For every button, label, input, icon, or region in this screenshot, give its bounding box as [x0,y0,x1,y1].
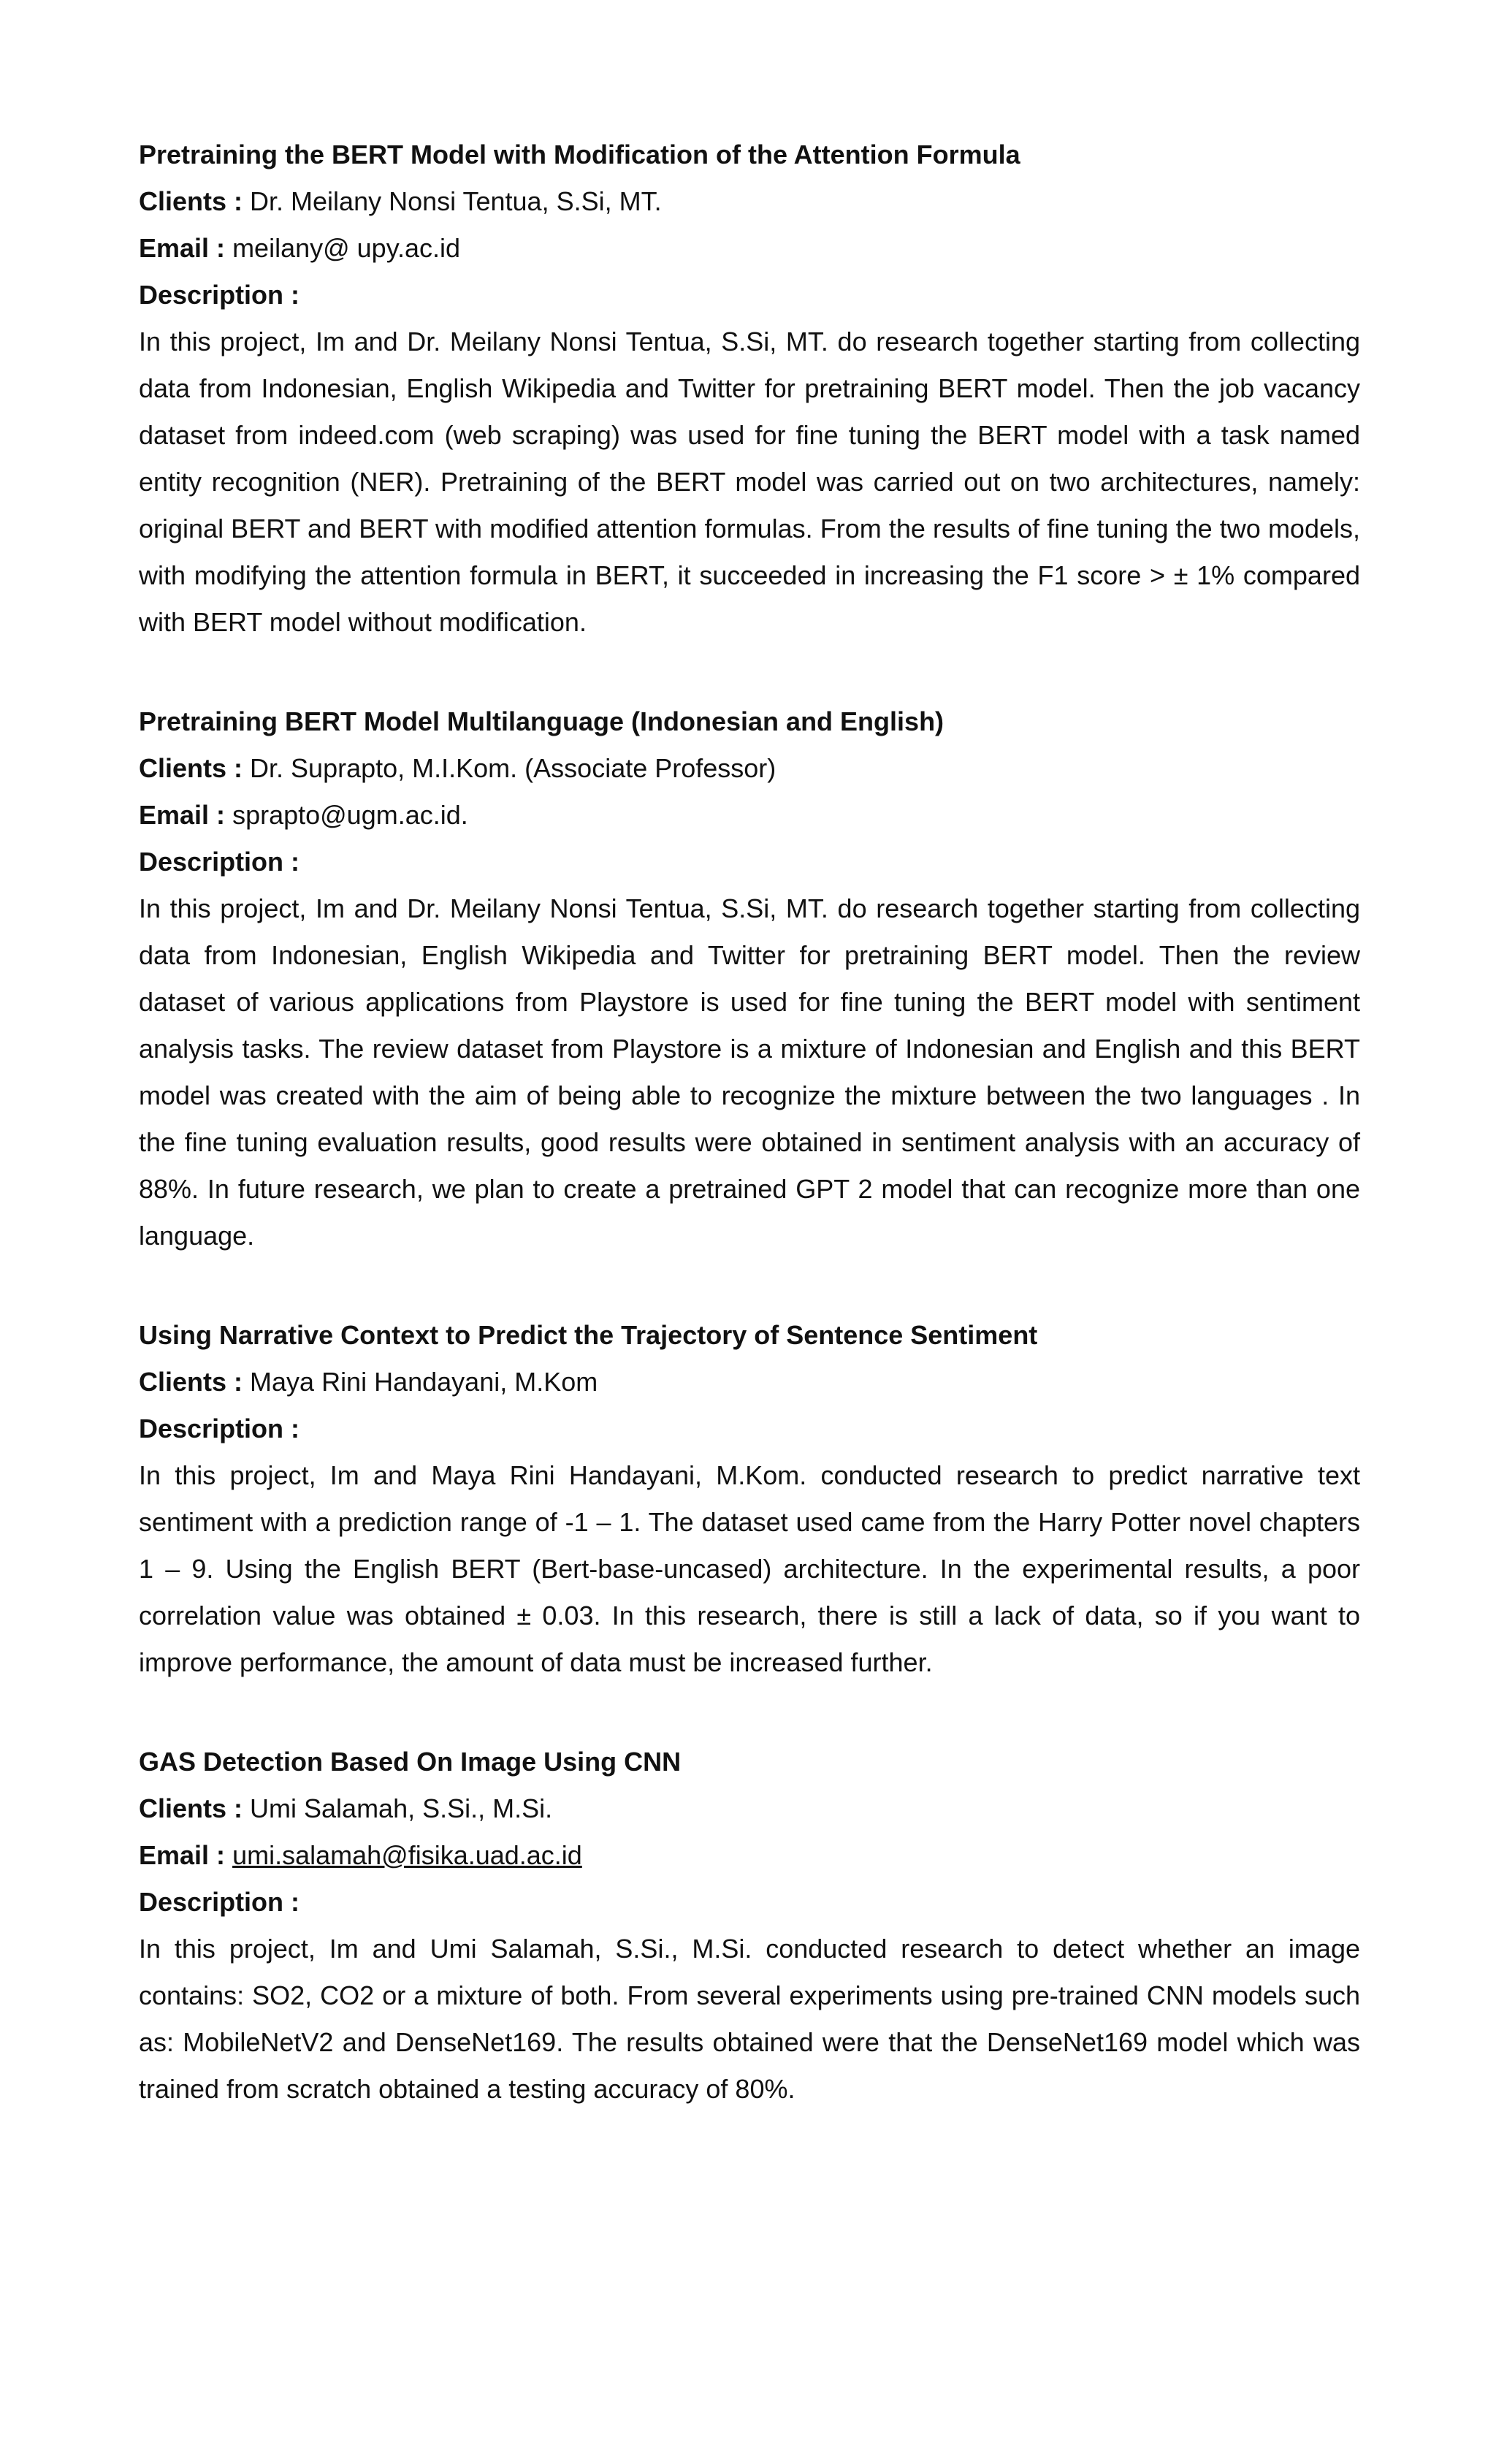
description-label: Description : [139,847,300,877]
project-title: GAS Detection Based On Image Using CNN [139,1747,682,1777]
description-text: In this project, Im and Dr. Meilany Nonsi Tentua, S.Si, MT. do research together starting from collecting data from Indonesian, English Wikipedia and Twitter for pretraining BERT model. Then the job vacancy dataset from indeed.com (web scraping) was used for fine tuning the BERT model with a task named entity recognition (NER). Pretraining of the BERT model was carried out on two architectures, namely: original BERT and BERT with modified attention formulas. From the results of fine tuning the two models, with modifying the attention formula in BERT, it succeeded in increasing the F1 score > ± 1% compared with BERT model without modification. [139,327,1360,637]
project-2 [139,698,1360,1259]
clients-line [139,1785,1360,1832]
clients-line [139,178,1360,225]
description-label: Description : [139,1414,300,1443]
project-3 [139,1312,1360,1686]
email-line [139,1832,1360,1879]
description-text: In this project, Im and Dr. Meilany Nonsi Tentua, S.Si, MT. do research together starting from collecting data from Indonesian, English Wikipedia and Twitter for pretraining BERT model. Then the review dataset of various applications from Playstore is used for fine tuning the BERT model with sentiment analysis tasks. The review dataset from Playstore is a mixture of Indonesian and English and this BERT model was created with the aim of being able to recognize the mixture between the two languages . In the fine tuning evaluation results, good results were obtained in sentiment analysis with an accuracy of 88%. In future research, we plan to create a pretrained GPT 2 model that can recognize more than one language. [139,893,1360,1251]
clients-value: Umi Salamah, S.Si., M.Si. [250,1793,553,1823]
description-text: In this project, Im and Maya Rini Handayani, M.Kom. conducted research to predict narrative text sentiment with a prediction range of -1 – 1. The dataset used came from the Harry Potter novel chapters 1 – 9. Using the English BERT (Bert-base-uncased) architecture. In the experimental results, a poor correlation value was obtained ± 0.03. In this research, there is still a lack of data, so if you want to improve performance, the amount of data must be increased further. [139,1460,1360,1677]
email-label: Email : [139,800,226,830]
document-page [139,131,1360,2165]
project-title: Using Narrative Context to Predict the Trajectory of Sentence Sentiment [139,1320,1038,1350]
email-label: Email : [139,233,226,263]
email-value: meilany@ upy.ac.id [232,233,461,263]
clients-label: Clients : [139,1793,243,1823]
email-value: sprapto@ugm.ac.id. [232,800,468,830]
email-line [139,225,1360,272]
clients-label: Clients : [139,1367,243,1397]
project-title: Pretraining the BERT Model with Modification of the Attention Formula [139,140,1020,169]
email-line [139,792,1360,839]
clients-line [139,745,1360,792]
clients-value: Maya Rini Handayani, M.Kom [250,1367,598,1397]
clients-label: Clients : [139,753,243,783]
description-label: Description : [139,1887,300,1917]
description-text: In this project, Im and Umi Salamah, S.Si., M.Si. conducted research to detect whether an image contains: SO2, CO2 or a mixture of both. From several experiments using pre-trained CNN models such as: MobileNetV2 and DenseNet169. The results obtained were that the DenseNet169 model which was trained from scratch obtained a testing accuracy of 80%. [139,1934,1360,2104]
project-title: Pretraining BERT Model Multilanguage (Indonesian and English) [139,706,944,736]
email-link[interactable]: umi.salamah@fisika.uad.ac.id [232,1840,582,1870]
project-1 [139,131,1360,646]
project-4 [139,1739,1360,2113]
clients-label: Clients : [139,186,243,216]
description-label: Description : [139,280,300,310]
clients-value: Dr. Meilany Nonsi Tentua, S.Si, MT. [250,186,662,216]
email-label: Email : [139,1840,226,1870]
clients-line [139,1359,1360,1405]
clients-value: Dr. Suprapto, M.I.Kom. (Associate Professor) [250,753,776,783]
